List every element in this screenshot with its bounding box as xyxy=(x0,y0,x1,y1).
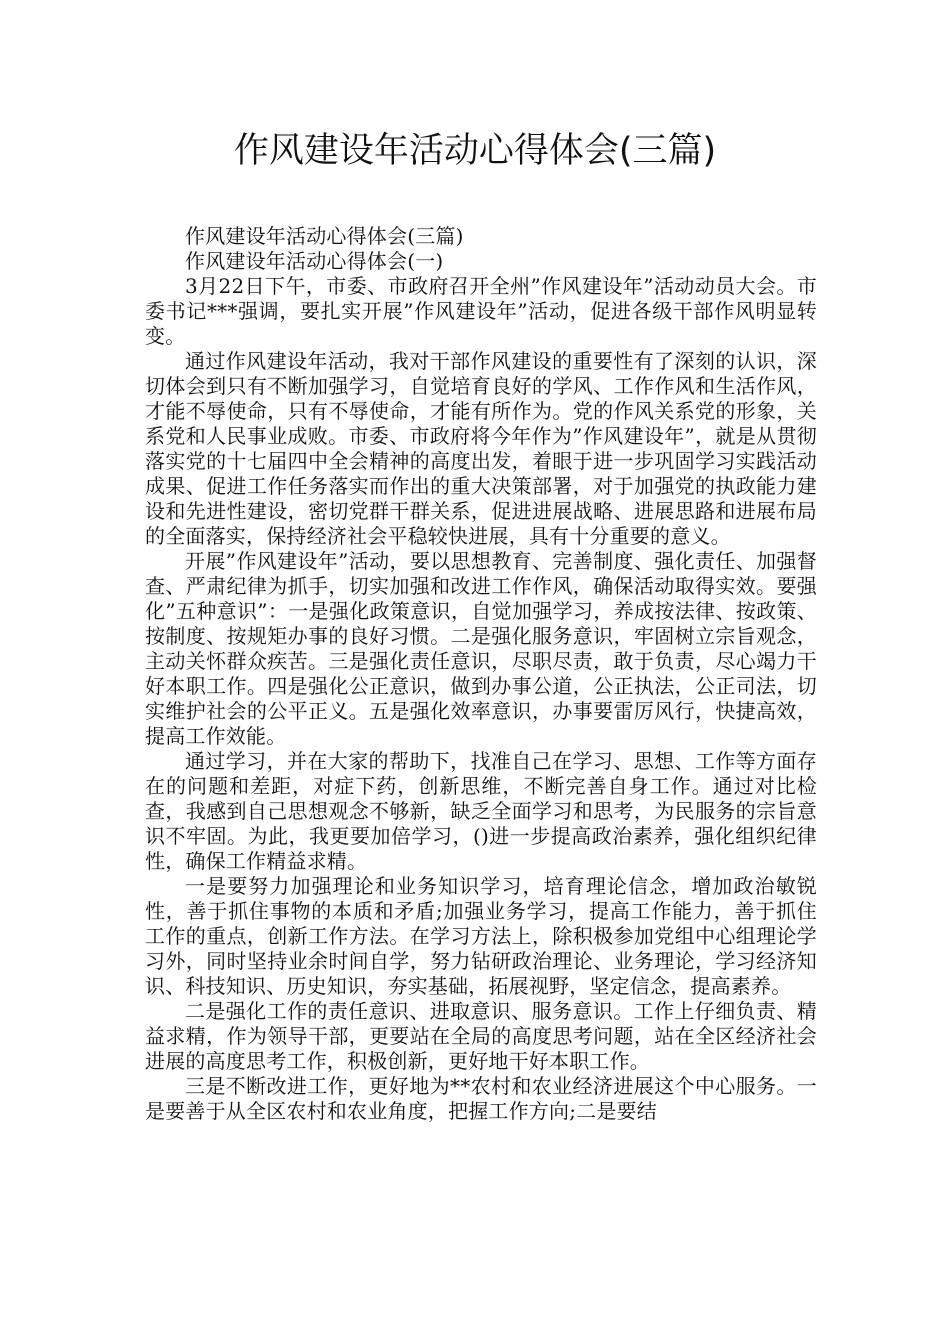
paragraph: 3月22日下午，市委、市政府召开全州”作风建设年”活动动员大会。市委书记***强调，要扎实开展”作风建设年”活动，促进各级干部作风明显转变。 xyxy=(145,274,817,348)
document-body xyxy=(145,224,817,1124)
paragraph: 二是强化工作的责任意识、进取意识、服务意识。工作上仔细负责、精益求精，作为领导干部，更要站在全局的高度思考问题，站在全区经济社会进展的高度思考工作，积极创新，更好地干好本职工作。 xyxy=(145,999,817,1073)
paragraph: 通过作风建设年活动，我对干部作风建设的重要性有了深刻的认识，深切体会到只有不断加强学习，自觉培育良好的学风、工作作风和生活作风，才能不辱使命，只有不辱使命，才能有所作为。党的作风关系党的形象，关系党和人民事业成败。市委、市政府将今年作为”作风建设年”，就是从贯彻落实党的十七届四中全会精神的高度出发，着眼于进一步巩固学习实践活动成果、促进工作任务落实而作出的重大决策部署，对于加强党的执政能力建设和先进性建设，密切党群干群关系，促进进展战略、进展思路和进展布局的全面落实，保持经济社会平稳较快进展，具有十分重要的意义。 xyxy=(145,349,817,548)
paragraph: 一是要努力加强理论和业务知识学习，培育理论信念，增加政治敏锐性，善于抓住事物的本质和矛盾;加强业务学习，提高工作能力，善于抓住工作的重点，创新工作方法。在学习方法上，除积极参加党组中心组理论学习外，同时坚持业余时间自学，努力钻研政治理论、业务理论，学习经济知识、科技知识、历史知识，夯实基础，拓展视野，坚定信念，提高素养。 xyxy=(145,874,817,998)
paragraph: 开展”作风建设年”活动，要以思想教育、完善制度、强化责任、加强督查、严肃纪律为抓手，切实加强和改进工作作风，确保活动取得实效。要强化”五种意识”：一是强化政策意识，自觉加强学习，养成按法律、按政策、按制度、按规矩办事的良好习惯。二是强化服务意识，牢固树立宗旨观念，主动关怀群众疾苦。三是强化责任意识，尽职尽责，敢于负责，尽心竭力干好本职工作。四是强化公正意识，做到办事公道，公正执法，公正司法，切实维护社会的公平正义。五是强化效率意识，办事要雷厉风行，快捷高效，提高工作效能。 xyxy=(145,549,817,748)
paragraph: 通过学习，并在大家的帮助下，找准自己在学习、思想、工作等方面存在的问题和差距，对症下药，创新思维，不断完善自身工作。通过对比检查，我感到自己思想观念不够新，缺乏全面学习和思考，为民服务的宗旨意识不牢固。为此，我更要加倍学习，()进一步提高政治素养，强化组织纪律性，确保工作精益求精。 xyxy=(145,749,817,873)
paragraph: 三是不断改进工作，更好地为**农村和农业经济进展这个中心服务。一是要善于从全区农村和农业角度，把握工作方向;二是要结 xyxy=(145,1074,817,1123)
paragraph-section-heading: 作风建设年活动心得体会(一) xyxy=(185,249,444,273)
paragraph-subtitle: 作风建设年活动心得体会(三篇) xyxy=(185,224,464,248)
document-title: 作风建设年活动心得体会(三篇) xyxy=(233,131,717,171)
